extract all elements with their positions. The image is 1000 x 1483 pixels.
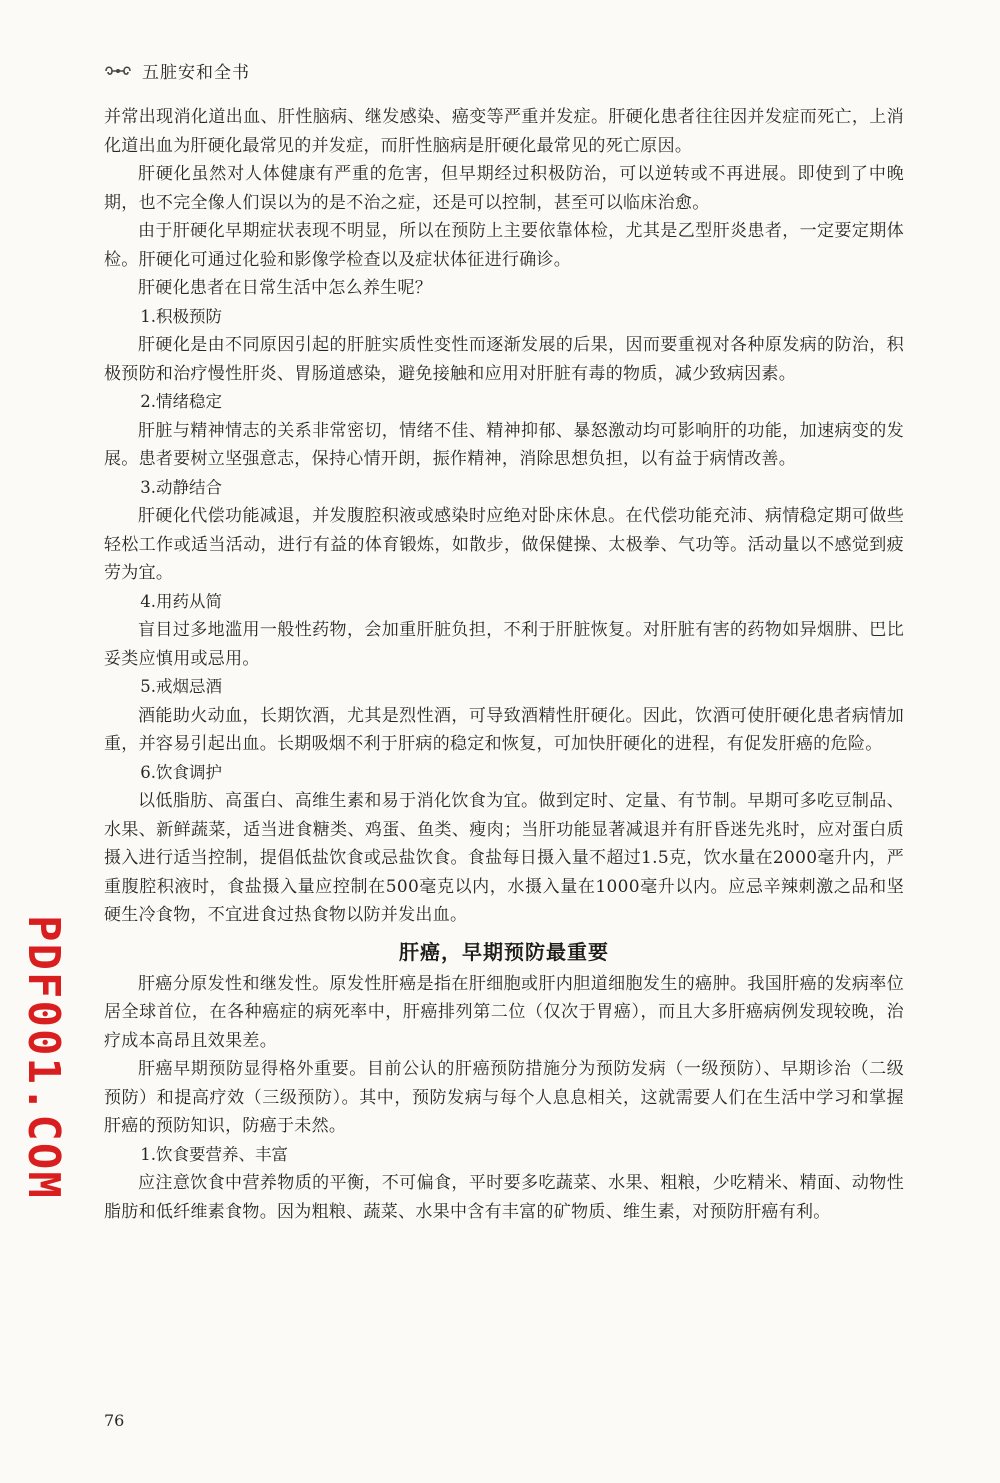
item-heading: 5.戒烟忌酒: [140, 677, 223, 696]
paragraph: 肝癌早期预防显得格外重要。目前公认的肝癌预防措施分为预防发病（一级预防）、早期诊治（二级预防）和提高疗效（三级预防）。其中，预防发病与每个人息息相关，这就需要人们在生活中学习和掌握肝癌的预防知识，防癌于未然。: [104, 1059, 904, 1136]
item-body: 酒能助火动血，长期饮酒，尤其是烈性酒，可导致酒精性肝硬化。因此，饮酒可使肝硬化患者病情加重，并容易引起出血。长期吸烟不利于肝病的稳定和恢复，可加快肝硬化的进程，有促发肝癌的危险。: [104, 705, 904, 754]
item-body: 盲目过多地滥用一般性药物，会加重肝脏负担，不利于肝脏恢复。对肝脏有害的药物如异烟肼、巴比妥类应慎用或忌用。: [104, 620, 904, 669]
page-body: [104, 103, 904, 1226]
running-header: [104, 58, 250, 83]
paragraph: 肝硬化虽然对人体健康有严重的危害，但早期经过积极防治，可以逆转或不再进展。即使到了中晚期，也不完全像人们误以为的是不治之症，还是可以控制，甚至可以临床治愈。: [104, 164, 904, 213]
item-heading: 1.饮食要营养、丰富: [140, 1144, 289, 1164]
item-body: 肝硬化代偿功能减退，并发腹腔积液或感染时应绝对卧床休息。在代偿功能充沛、病情稳定期可做些轻松工作或适当活动，进行有益的体育锻炼，如散步，做保健操、太极拳、气功等。活动量以不感觉到疲劳为宜。: [104, 506, 904, 583]
paragraph: 并常出现消化道出血、肝性脑病、继发感染、癌变等严重并发症。肝硬化患者往往因并发症而死亡，上消化道出血为肝硬化最常见的并发症，而肝性脑病是肝硬化最常见的死亡原因。: [104, 107, 904, 156]
item-heading: 4.用药从简: [140, 591, 223, 611]
paragraph: 由于肝硬化早期症状表现不明显，所以在预防上主要依靠体检，尤其是乙型肝炎患者，一定要定期体检。肝硬化可通过化验和影像学检查以及症状体征进行确诊。: [104, 221, 904, 270]
item-heading: 6.饮食调护: [140, 762, 223, 782]
paragraph: 肝癌分原发性和继发性。原发性肝癌是指在肝细胞或肝内胆道细胞发生的癌肿。我国肝癌的发病率位居全球首位，在各种癌症的病死率中，肝癌排列第二位（仅次于胃癌），而且大多肝癌病例发现较晚，治疗成本高昂且效果差。: [104, 973, 904, 1051]
item-body: 以低脂肪、高蛋白、高维生素和易于消化饮食为宜。做到定时、定量、有节制。早期可多吃豆制品、水果、新鲜蔬菜，适当进食糖类、鸡蛋、鱼类、瘦肉；当肝功能显著减退并有肝昏迷先兆时，应对蛋白质摄入进行适当控制，提倡低盐饮食或忌盐饮食。食盐每日摄入量不超过1.5克，饮水量在2000毫升内，严重腹腔积液时，食盐摄入量应控制在500毫克以内，水摄入量在1000毫升以内。应忌辛辣刺激之品和坚硬生冷食物，不宜进食过热食物以防并发出血。: [104, 791, 904, 925]
page-number: 76: [104, 1411, 125, 1430]
item-heading: 2.情绪稳定: [140, 392, 223, 411]
scroll-ornament-icon: [104, 62, 132, 80]
item-heading: 3.动静结合: [140, 477, 223, 497]
watermark: PDF001.COM: [18, 915, 69, 1200]
item-body: 应注意饮食中营养物质的平衡，不可偏食，平时要多吃蔬菜、水果、粗粮，少吃精米、精面、动物性脂肪和低纤维素食物。因为粗粮、蔬菜、水果中含有丰富的矿物质、维生素，对预防肝癌有利。: [104, 1173, 904, 1222]
book-title: 五脏安和全书: [142, 63, 250, 83]
item-body: 肝硬化是由不同原因引起的肝脏实质性变性而逐渐发展的后果，因而要重视对各种原发病的防治，积极预防和治疗慢性肝炎、胃肠道感染，避免接触和应用对肝脏有毒的物质，减少致病因素。: [104, 335, 904, 384]
item-heading: 1.积极预防: [140, 306, 223, 326]
section-title: 肝癌，早期预防最重要: [399, 939, 609, 964]
paragraph: 肝硬化患者在日常生活中怎么养生呢？: [138, 278, 433, 298]
item-body: 肝脏与精神情志的关系非常密切，情绪不佳、精神抑郁、暴怒激动均可影响肝的功能，加速病变的发展。患者要树立坚强意志，保持心情开朗，振作精神，消除思想负担，以有益于病情改善。: [104, 420, 904, 469]
